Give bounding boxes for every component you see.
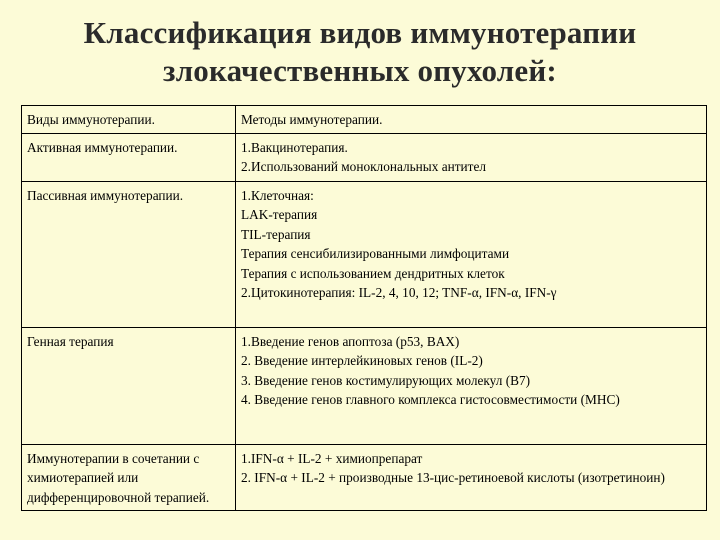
method-line: 2.Цитокинотерапия: IL-2, 4, 10, 12; TNF-α, IFN-α, IFN-γ bbox=[241, 285, 557, 300]
row-methods-cell bbox=[236, 327, 707, 444]
immunotherapy-table bbox=[21, 105, 707, 511]
method-line: Терапия сенсибилизированными лимфоцитами bbox=[241, 246, 510, 261]
row-type-cell: Активная иммунотерапии. bbox=[22, 133, 236, 181]
row-type-cell: Пассивная иммунотерапии. bbox=[22, 181, 236, 327]
table-row bbox=[22, 327, 707, 444]
method-line: 4. Введение генов главного комплекса гистосовместимости (MHC) bbox=[241, 392, 620, 407]
slide-title bbox=[0, 14, 720, 90]
row-type-cell: Генная терапия bbox=[22, 327, 236, 444]
table-row bbox=[22, 181, 707, 327]
row-type-cell: Иммунотерапии в сочетании с химиотерапией или дифференцировочной терапией. bbox=[22, 444, 236, 511]
table-row bbox=[22, 444, 707, 511]
table-header-row bbox=[22, 106, 707, 134]
header-cell-types: Виды иммунотерапии. bbox=[22, 106, 236, 134]
header-cell-methods: Методы иммунотерапии. bbox=[236, 106, 707, 134]
method-line: 3. Введение генов костимулирующих молекул (B7) bbox=[241, 372, 531, 388]
method-line: Терапия с использованием дендритных клеток bbox=[241, 265, 505, 281]
method-line: 2.Использований моноклональных антител bbox=[241, 159, 486, 174]
method-line: LAK-терапия bbox=[241, 207, 318, 222]
method-line: 2. Введение интерлейкиновых генов (IL-2) bbox=[241, 353, 483, 368]
table-row bbox=[22, 133, 707, 181]
method-line: 1.Клеточная: bbox=[241, 187, 314, 203]
row-methods-cell bbox=[236, 133, 707, 181]
method-line: 1.IFN-α + IL-2 + химиопрепарат bbox=[241, 450, 423, 466]
slide-title-line-2: злокачественных опухолей: bbox=[163, 53, 557, 88]
method-line: 2. IFN-α + IL-2 + производные 13-цис-ретиноевой кислоты (изотретиноин) bbox=[241, 470, 665, 485]
row-methods-cell bbox=[236, 444, 707, 511]
row-methods-cell bbox=[236, 181, 707, 327]
method-line: TIL-терапия bbox=[241, 226, 311, 242]
method-line: 1.Вакцинотерапия. bbox=[241, 139, 348, 155]
slide-title-line-1: Классификация видов иммунотерапии bbox=[83, 15, 637, 50]
method-line: 1.Введение генов апоптоза (p53, BAX) bbox=[241, 333, 460, 349]
